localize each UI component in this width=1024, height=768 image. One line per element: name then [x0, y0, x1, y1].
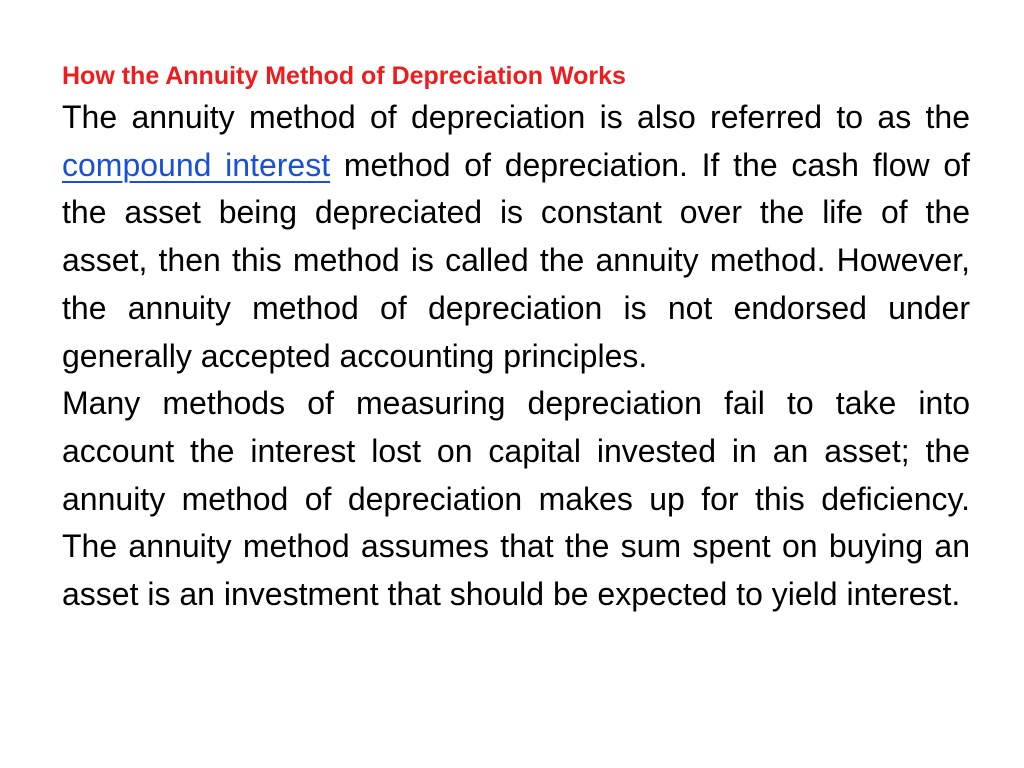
paragraph-annuity-definition	[62, 94, 970, 380]
paragraph-1-text-start: The annuity method of depreciation is also referred to as the	[62, 99, 970, 135]
compound-interest-link[interactable]: compound interest	[62, 146, 331, 183]
slide-heading: How the Annuity Method of Depreciation Works	[62, 62, 626, 90]
paragraph-1-text-end: method of depreciation. If the cash flow of the asset being depreciated is constant over the life of the asset, then this method is called the annuity method. However, the annuity method of depreciation is not endorsed under generally accepted accounting principles.	[62, 146, 971, 374]
paragraph-interest-deficiency: Many methods of measuring depreciation fail to take into account the interest lost on capital invested in an asset; the annuity method of depreciation makes up for this deficiency. The annuity method assumes that the sum spent on buying an asset is an investment that should be expected to yield interest.	[62, 385, 970, 613]
slide-content	[62, 58, 970, 619]
